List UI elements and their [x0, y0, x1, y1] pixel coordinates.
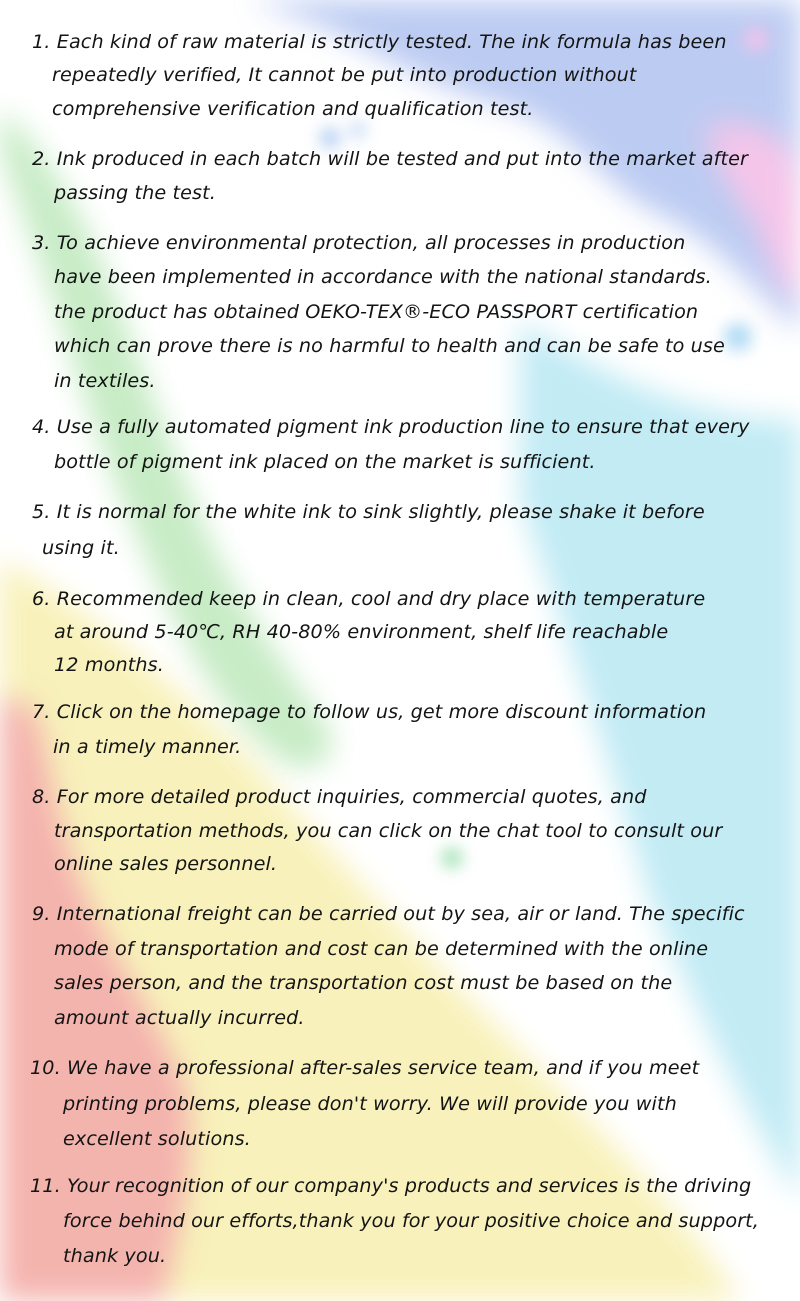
note-6-line-2: at around 5-40℃, RH 40-80% environment, shelf life reachable: [54, 621, 669, 643]
note-8-line-3: online sales personnel.: [54, 853, 278, 875]
note-7-line-2: in a timely manner.: [53, 736, 242, 758]
note-10-line-1: 10. We have a professional after-sales service team, and if you meet: [30, 1057, 700, 1079]
note-5-line-1: 5. It is normal for the white ink to sink slightly, please shake it before: [32, 501, 705, 523]
note-3-line-5: in textiles.: [54, 370, 156, 392]
note-3-line-4: which can prove there is no harmful to health and can be safe to use: [54, 335, 725, 357]
note-11-line-3: thank you.: [63, 1245, 167, 1267]
note-2-line-2: passing the test.: [54, 182, 216, 204]
note-2-line-1: 2. Ink produced in each batch will be tested and put into the market after: [32, 148, 749, 170]
note-8-line-2: transportation methods, you can click on the chat tool to consult our: [54, 820, 723, 842]
note-9-line-1: 9. International freight can be carried out by sea, air or land. The specific: [32, 903, 745, 925]
note-8-line-1: 8. For more detailed product inquiries, commercial quotes, and: [32, 786, 647, 808]
note-10-line-3: excellent solutions.: [63, 1128, 251, 1150]
note-5-line-2: using it.: [42, 537, 120, 559]
note-3-line-2: have been implemented in accordance with the national standards.: [54, 266, 712, 288]
note-10-line-2: printing problems, please don't worry. We will provide you with: [63, 1093, 677, 1115]
note-3-line-1: 3. To achieve environmental protection, all processes in production: [32, 232, 686, 254]
note-4-line-1: 4. Use a fully automated pigment ink production line to ensure that every: [32, 416, 750, 438]
note-11-line-2: force behind our efforts,thank you for your positive choice and support,: [63, 1210, 760, 1232]
note-1-line-1: 1. Each kind of raw material is strictly tested. The ink formula has been: [32, 31, 727, 53]
note-1-line-3: comprehensive verification and qualification test.: [52, 98, 534, 120]
note-4-line-2: bottle of pigment ink placed on the market is sufficient.: [54, 451, 596, 473]
note-9-line-2: mode of transportation and cost can be determined with the online: [54, 938, 709, 960]
note-9-line-3: sales person, and the transportation cost must be based on the: [54, 972, 673, 994]
note-11-line-1: 11. Your recognition of our company's products and services is the driving: [30, 1175, 752, 1197]
note-9-line-4: amount actually incurred.: [54, 1007, 305, 1029]
note-6-line-3: 12 months.: [54, 654, 164, 676]
note-7-line-1: 7. Click on the homepage to follow us, get more discount information: [32, 701, 707, 723]
note-6-line-1: 6. Recommended keep in clean, cool and dry place with temperature: [32, 588, 706, 610]
note-1-line-2: repeatedly verified, It cannot be put into production without: [52, 64, 637, 86]
note-3-line-3: the product has obtained OEKO-TEX®-ECO PASSPORT certification: [54, 301, 699, 323]
